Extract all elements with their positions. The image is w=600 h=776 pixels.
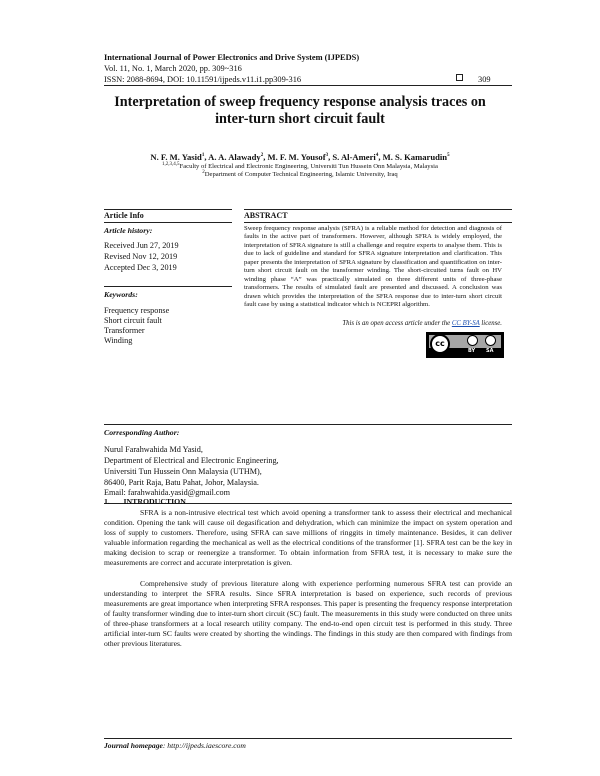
intro-paragraph-1: SFRA is a non-intrusive electrical test which avoid opening a transformer tank to assess their electrical and mechanical condition. Opening the tank will cause oil degasification and dehydration, which can minimize the impact on system operation and loss of supply to customers. Therefore, using SFRA can save millions of ringgits in timely maintenance. Besides, it can deliver valuable information regarding the mechanical as well as the electrical conditions of the transformer [1]. SFRA test can be the key in making decision to scrap or reenergize a transformer. To obtain information from SFRA test, it is necessary to make sure the measurements are correct and accurate interpretation is given. bbox=[104, 508, 512, 568]
article-history-heading: Article history: bbox=[104, 226, 153, 235]
article-info-heading: Article Info bbox=[104, 211, 144, 220]
license-line: This is an open access article under the CC BY-SA license. bbox=[342, 320, 502, 327]
abstract-rule bbox=[244, 222, 512, 223]
title-line-2: inter-turn short circuit fault bbox=[215, 111, 385, 127]
affiliation-2: $^2$Department of Computer Technical Engineering, Islamic University, Iraq bbox=[202, 169, 398, 178]
keywords-heading: Keywords: bbox=[104, 290, 138, 299]
keyword-item: Winding bbox=[104, 336, 133, 345]
intro-paragraph-2: Comprehensive study of previous literature along with experience performing numerous SFRA test can provide an understanding to interpret the SFRA results. Since SFRA interpretation is based on experience, such records of previous measurements are great importance when interpreting SFRA responses. This paper is presenting the frequency response interpretation of faulty transformer winding due to inter-turn short circuit (SC) fault. The measurements in this study were conducted on three units of three-phase transformers at a local research utility company. The end-to-end open circuit test is performed in this study. Three artificial inter-turn SC faults were created by shorting the windings. The findings in this study are then compared with findings from other previous literatures. bbox=[104, 579, 512, 649]
keyword-item: Frequency response bbox=[104, 306, 170, 315]
corresponding-univ: Universiti Tun Hussein Onn Malaysia (UTHM), bbox=[104, 467, 262, 476]
title-line-1: Interpretation of sweep frequency response analysis traces on bbox=[114, 94, 486, 110]
journal-issn: ISSN: 2088-8694, DOI: 10.11591/ijpeds.v11.i1.pp309-316 bbox=[104, 75, 302, 84]
abstract-text: Sweep frequency response analysis (SFRA) is a reliable method for detection and diagnosis of faults in the active part of transformers. However, although SFRA is widely employed, the interpretation of SFRA signature is still a challenge and require experts to analyse them. This is due to lack of guideline and standard for SFRA signature interpretation and clarification. This paper presents the interpretation of SFRA signature by classification and quantification on inter-turn short circuit fault on the transformer winding. The short-circuited turns fault on HV winding phase “A” was practically simulated on three different units of three-phase transformers. The results of simulated fault are presented and discussed. A conclusion was drawn which provides the interpretation of the SFRA response due to inter-turn short circuit fault case by using a statistical indicator which is NCEPRI algorithm. bbox=[244, 225, 502, 309]
paper-title bbox=[60, 94, 540, 128]
journal-name: International Journal of Power Electronics and Drive System (IJPEDS) bbox=[104, 53, 360, 62]
footer-rule bbox=[104, 738, 512, 739]
license-link[interactable]: CC BY-SA bbox=[451, 320, 480, 327]
homepage-link[interactable]: http://ijpeds.iaescore.com bbox=[167, 741, 246, 750]
header-rule bbox=[104, 85, 512, 86]
sa-share-icon bbox=[485, 335, 496, 346]
journal-homepage: Journal homepage: http://ijpeds.iaescore.com bbox=[104, 741, 246, 750]
affiliation-1: $^{1,2,3,4,5}$Faculty of Electrical and Electronic Engineering, Universiti Tun Hussein Onn Malaysia, Malaysia bbox=[162, 161, 438, 170]
keyword-item: Transformer bbox=[104, 326, 145, 335]
author-list: N. F. M. Yasid$^1$, A. A. Alawady$^2$, M. F. M. Yousof$^3$, S. Al-Ameri$^4$, M. S. Kamarudin$^5$ bbox=[150, 152, 450, 162]
cc-logo-icon: cc bbox=[430, 334, 450, 354]
corresponding-top-rule bbox=[104, 424, 512, 425]
corresponding-name: Nurul Farahwahida Md Yasid, bbox=[104, 445, 203, 454]
abstract-heading: ABSTRACT bbox=[244, 211, 288, 220]
keywords-top-rule bbox=[104, 286, 232, 287]
revised-date: Revised Nov 12, 2019 bbox=[104, 252, 178, 261]
by-person-icon bbox=[467, 335, 478, 346]
article-info-top-rule bbox=[104, 209, 232, 210]
accepted-date: Accepted Dec 3, 2019 bbox=[104, 263, 177, 272]
intro-heading: 1. INTRODUCTION bbox=[104, 497, 186, 506]
by-label: BY bbox=[468, 348, 476, 354]
corresponding-address: 86400, Parit Raja, Batu Pahat, Johor, Malaysia. bbox=[104, 478, 259, 487]
page-number: 309 bbox=[478, 75, 491, 84]
journal-volume: Vol. 11, No. 1, March 2020, pp. 309~316 bbox=[104, 64, 242, 73]
article-info-rule bbox=[104, 222, 232, 223]
corresponding-dept: Department of Electrical and Electronic Engineering, bbox=[104, 456, 279, 465]
page-box-icon bbox=[456, 74, 463, 81]
abstract-top-rule bbox=[244, 209, 512, 210]
corresponding-email: Email: farahwahida.yasid@gmail.com bbox=[104, 488, 230, 497]
corresponding-heading: Corresponding Author: bbox=[104, 428, 180, 437]
keyword-item: Short circuit fault bbox=[104, 316, 162, 325]
received-date: Received Jun 27, 2019 bbox=[104, 241, 179, 250]
sa-label: SA bbox=[486, 348, 494, 354]
cc-by-sa-badge[interactable] bbox=[426, 332, 504, 358]
